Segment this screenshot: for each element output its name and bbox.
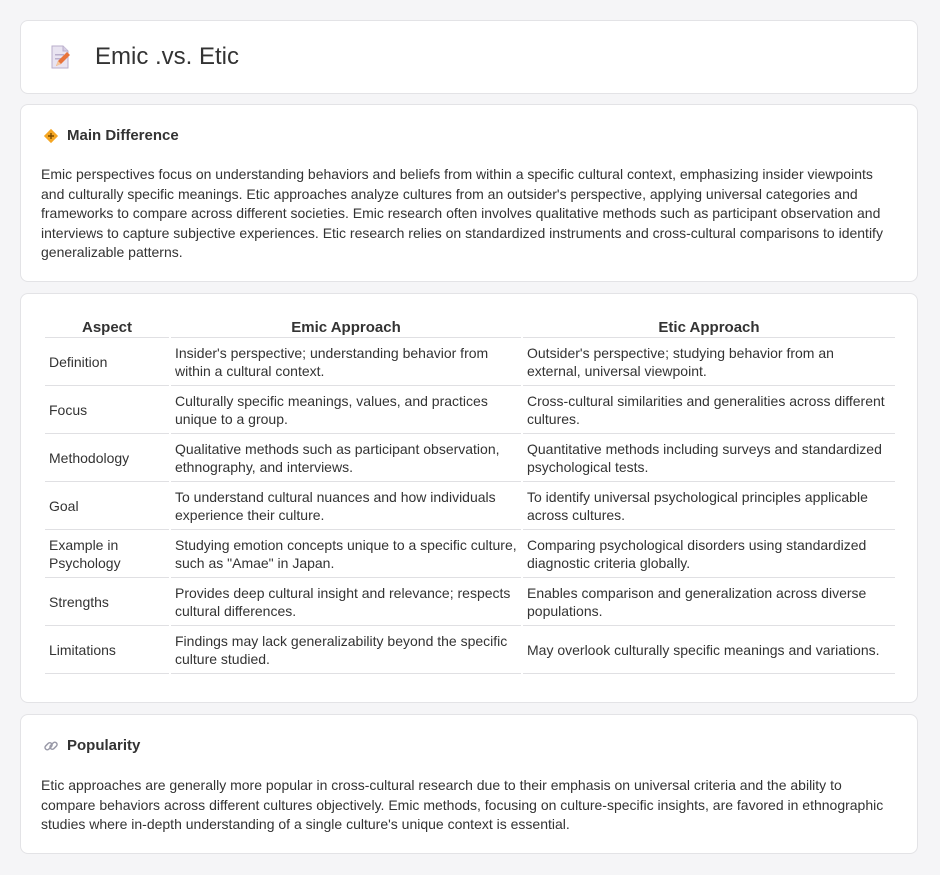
table-row [45, 530, 895, 578]
link-icon [43, 738, 59, 754]
main-difference-heading: Main Difference [67, 127, 179, 144]
main-difference-text: Emic perspectives focus on understanding behaviors and beliefs from within a specific cultural context, emphasizing insider viewpoints and culturally specific meanings. Etic approaches analyze cultures from an outsider's perspective, applying universal categories and frameworks to compare across different societies. Emic research often involves qualitative methods such as participant observation and interviews to capture subjective experiences. Etic research relies on standardized instruments and cross-cultural comparisons to identify generalizable patterns. [41, 166, 883, 260]
header-emic: Emic Approach [171, 317, 521, 338]
row-emic: Culturally specific meanings, values, and practices unique to a group. [171, 386, 521, 434]
row-aspect: Focus [45, 386, 169, 434]
page-title: Emic .vs. Etic [95, 43, 240, 70]
row-aspect: Limitations [45, 626, 169, 674]
row-emic: Provides deep cultural insight and relevance; respects cultural differences. [171, 578, 521, 626]
main-difference-section [20, 104, 918, 282]
table-row [45, 626, 895, 674]
header-etic: Etic Approach [523, 317, 895, 338]
popularity-text: Etic approaches are generally more popular in cross-cultural research due to their emphasis on universal criteria and the ability to compare behaviors across different cultures objectively. Emic methods, focusing on culture-specific insights, are favored in ethnographic studies where in-depth understanding of a single culture's unique context is essential. [41, 777, 884, 832]
row-etic: Enables comparison and generalization across diverse populations. [523, 578, 895, 626]
row-etic: Comparing psychological disorders using standardized diagnostic criteria globally. [523, 530, 895, 578]
row-etic: Outsider's perspective; studying behavior from an external, universal viewpoint. [523, 338, 895, 386]
diamond-arrows-icon [43, 128, 59, 144]
table-header-row [45, 317, 895, 338]
row-emic: Qualitative methods such as participant observation, ethnography, and interviews. [171, 434, 521, 482]
row-aspect: Methodology [45, 434, 169, 482]
row-etic: Quantitative methods including surveys and standardized psychological tests. [523, 434, 895, 482]
row-etic: To identify universal psychological principles applicable across cultures. [523, 482, 895, 530]
title-card [20, 20, 918, 94]
row-emic: Insider's perspective; understanding behavior from within a cultural context. [171, 338, 521, 386]
row-emic: Findings may lack generalizability beyond the specific culture studied. [171, 626, 521, 674]
row-aspect: Example in Psychology [45, 530, 169, 578]
popularity-heading: Popularity [67, 737, 141, 754]
table-row [45, 338, 895, 386]
comparison-table [43, 317, 897, 674]
row-aspect: Definition [45, 338, 169, 386]
row-emic: To understand cultural nuances and how individuals experience their culture. [171, 482, 521, 530]
row-aspect: Goal [45, 482, 169, 530]
table-row [45, 482, 895, 530]
popularity-section [20, 714, 918, 854]
comparison-section [20, 293, 918, 703]
table-row [45, 434, 895, 482]
table-row [45, 578, 895, 626]
row-etic: Cross-cultural similarities and generalities across different cultures. [523, 386, 895, 434]
document-pencil-icon [47, 44, 73, 70]
row-aspect: Strengths [45, 578, 169, 626]
header-aspect: Aspect [45, 317, 169, 338]
row-etic: May overlook culturally specific meanings and variations. [523, 626, 895, 674]
table-row [45, 386, 895, 434]
row-emic: Studying emotion concepts unique to a specific culture, such as "Amae" in Japan. [171, 530, 521, 578]
